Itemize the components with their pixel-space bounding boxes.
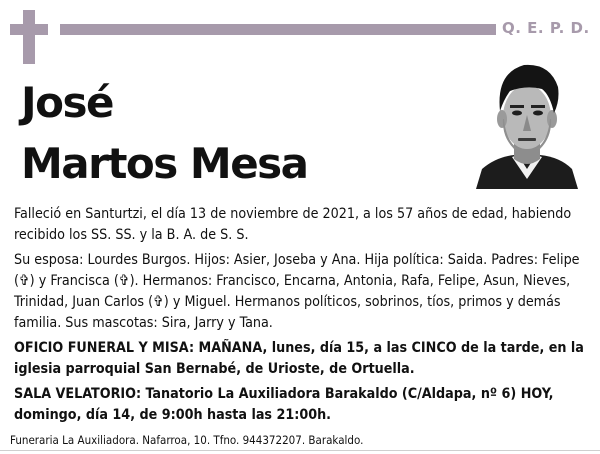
funeral-paragraph: OFICIO FUNERAL Y MISA: MAÑANA, lunes, día 15, a las CINCO de la tarde, en la iglesia parroquial San Bernabé, de Urioste, de Ortuella. (14, 340, 584, 377)
notice-body (14, 204, 586, 430)
latin-cross-icon (10, 10, 48, 64)
deceased-first-name: José (21, 78, 113, 127)
family-paragraph: Su esposa: Lourdes Burgos. Hijos: Asier, Joseba y Ana. Hija política: Saida. Padres: Felipe (✞) y Francisca (✞). Hermanos: Francisco, Encarna, Antonia, Rafa, Felipe, Asun, Nieves, Trinidad, Juan Carlos (✞) y Miguel. Hermanos políticos, sobrinos, tíos, primos y demás familia. Sus mascotas: Sira, Jarry y Tana. (14, 252, 580, 331)
header-rule (60, 24, 496, 35)
deceased-portrait (474, 57, 580, 189)
wake-paragraph: SALA VELATORIO: Tanatorio La Auxiliadora Barakaldo (C/Aldapa, nº 6) HOY, domingo, día 14, de 9:00h hasta las 21:00h. (14, 386, 554, 423)
bottom-divider (0, 450, 600, 451)
deceased-surnames: Martos Mesa (21, 139, 308, 188)
qepd-label: Q. E. P. D. (502, 19, 590, 37)
death-details-paragraph: Falleció en Santurtzi, el día 13 de noviembre de 2021, a los 57 años de edad, habiendo recibido los SS. SS. y la B. A. de S. S. (14, 206, 572, 243)
funeral-home-footer: Funeraria La Auxiliadora. Nafarroa, 10. Tfno. 944372207. Barakaldo. (10, 433, 364, 447)
